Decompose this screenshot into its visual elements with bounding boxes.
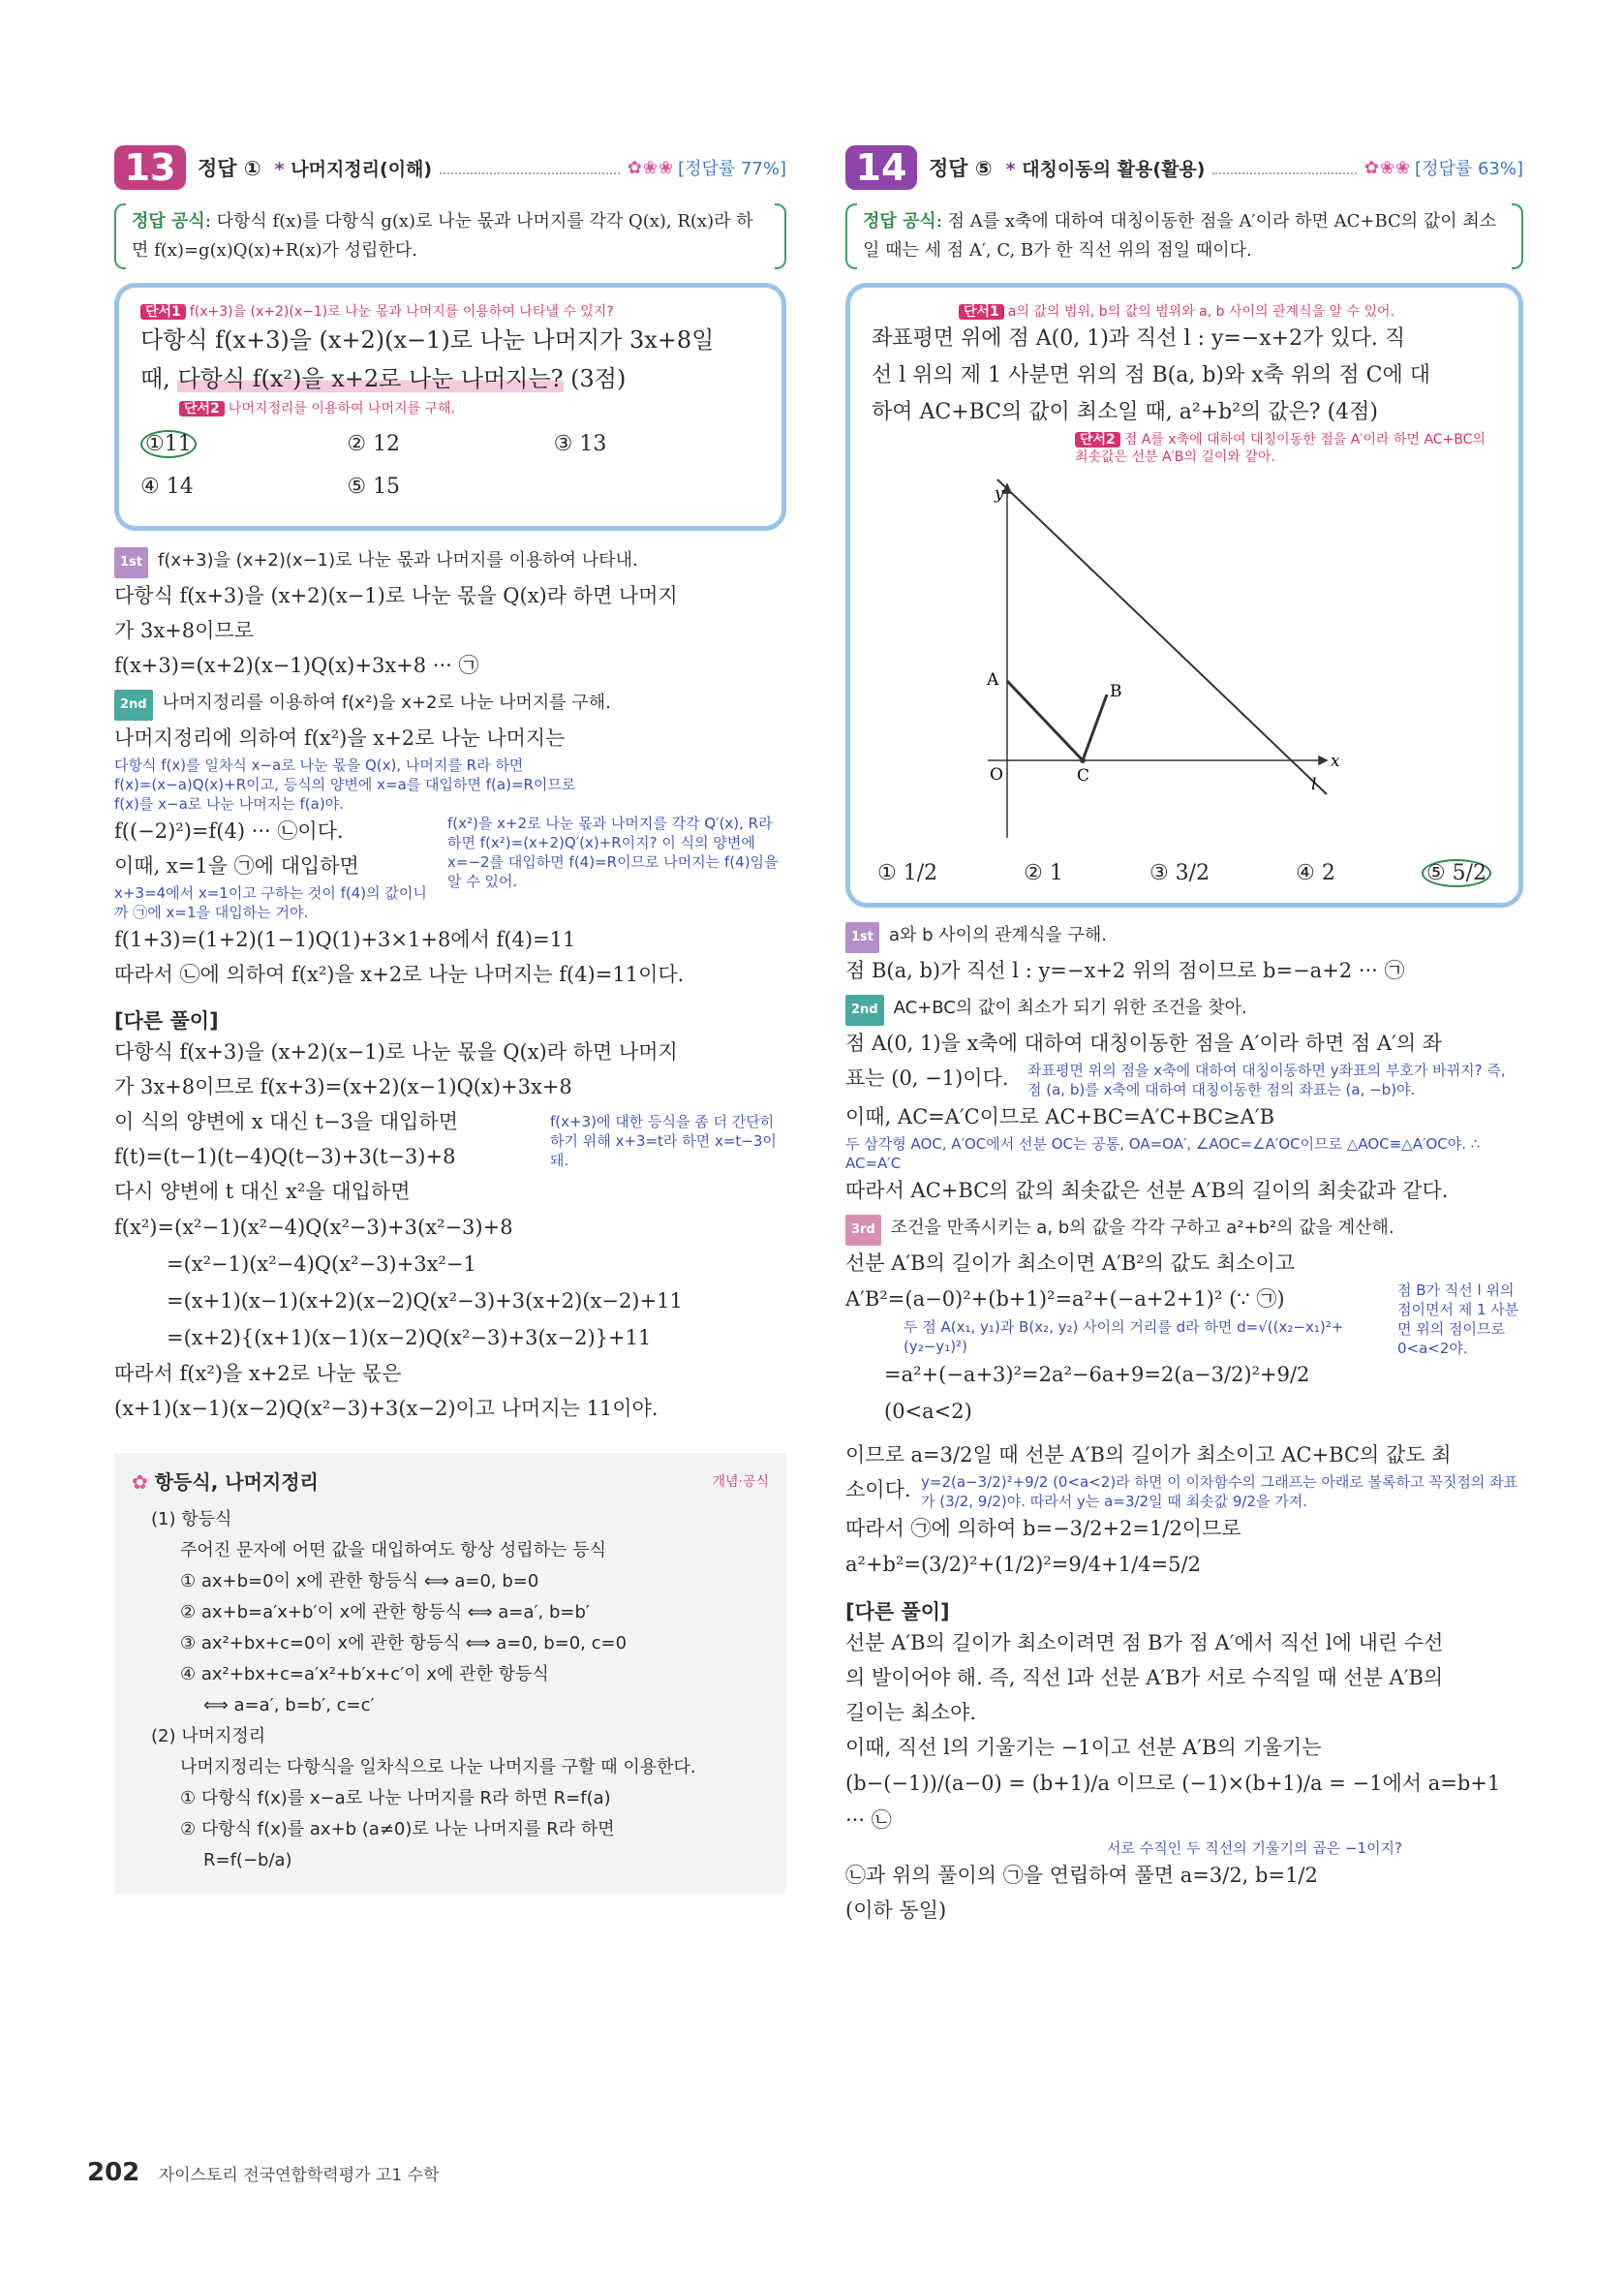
choice-5[interactable]: ⑤ 15 bbox=[347, 475, 401, 499]
step-3-body: 선분 A′B의 길이가 최소이면 A′B²의 값도 최소이고 A′B²=(a−0)²+(b+1)²=a²+(−a+2+1)² (∵ ㉠) 두 점 A(x₁, y₁)과 B(x₂, y₂) 사이의 거리를 d라 하면 d=√((x₂−x₁)²+(y₂−y₁)²) =a²+(−a+3)²=2a²−6a+9=2(a−3/2)²+9/2 (0<a<2) 점 B가 직선 l 위의 점이면서 제 1 사분면 위의 점이므로 0<a<2야. 이므로 a=3/2일 때 선분 A′B의 길이가 최소이고 AC+BC의 값도 최 소이다. y=2(a−3/2)²+9/2 (0<a<2)라 하면 이 이차함수의 그래프는 아래로 볼록하고 꼭짓점의 좌표가 (3/2, 9/2)야. 따라서 y는 a=3/2일 때 최솟값 9/2을 가져. 따라서 ㉠에 의하여 b=−3/2+2=1/2이므로 a²+b²=(3/2)²+(1/2)²=9/4+1/4=5/2 bbox=[845, 1251, 1519, 1576]
hint-1: 단서1 f(x+3)을 (x+2)(x−1)로 나눈 몫과 나머지를 이용하여 나타낼 수 있지? bbox=[140, 301, 760, 321]
problem-number: 14 bbox=[845, 145, 917, 190]
hint-2: 단서2 점 A를 x축에 대하여 대칭이동한 점을 A′이라 하면 AC+BC의 최솟값은 선분 A′B의 길이와 같아. bbox=[1075, 432, 1486, 465]
step-1-heading: 1st f(x+3)을 (x+2)(x−1)로 나눈 몫과 나머지를 이용하여 나타내. bbox=[114, 546, 786, 578]
difficulty-flowers: ✿❀❀ bbox=[627, 157, 675, 178]
problem-14-header bbox=[845, 145, 1523, 190]
point-c bbox=[1080, 757, 1086, 763]
hint-1: 단서1 a의 값의 범위, b의 값의 범위와 a, b 사이의 관계식을 알 수 있어. bbox=[872, 301, 1497, 321]
answer-choices bbox=[872, 861, 1497, 885]
correct-rate: [정답률 63%] bbox=[1415, 159, 1523, 179]
choice-2[interactable]: ② 1 bbox=[1024, 861, 1063, 885]
problem-13-header bbox=[114, 145, 786, 190]
choice-4[interactable]: ④ 2 bbox=[1296, 861, 1335, 885]
line-l bbox=[997, 479, 1327, 794]
step-2-body: 점 A(0, 1)을 x축에 대하여 대칭이동한 점을 A′이라 하면 점 A′의 좌 표는 (0, −1)이다. 좌표평면 위의 점을 x축에 대하여 대칭이동하면 y좌표의 부호가 바뀌지? 즉, 점 (a, b)를 x축에 대하여 대칭이동한 점의 좌표는 (a, −b)야. 이때, AC=A′C이므로 AC+BC=A′C+BC≥A′B 두 삼각형 AOC, A′OC에서 선분 OC는 공통, OA=OA′, ∠AOC=∠A′OC이므로 △AOC≡△A′OC야. ∴ AC=A′C 따라서 AC+BC의 값의 최솟값은 선분 A′B의 길이의 최솟값과 같다. bbox=[845, 1032, 1506, 1202]
choice-1[interactable]: ① 1/2 bbox=[877, 861, 938, 885]
step-2-heading: 2nd 나머지정리를 이용하여 f(x²)을 x+2로 나눈 나머지를 구해. bbox=[114, 689, 786, 721]
page-footer bbox=[87, 2158, 439, 2187]
x-label: x bbox=[1331, 752, 1340, 771]
summary-header: ✿ 항등식, 나머지정리 개념·공식 bbox=[132, 1470, 769, 1494]
y-label: y bbox=[995, 484, 1004, 504]
problem-box bbox=[845, 283, 1523, 908]
difficulty-flowers: ✿❀❀ bbox=[1364, 157, 1412, 178]
alt-solution-body: 선분 A′B의 길이가 최소이려면 점 B가 점 A′에서 직선 l에 내린 수선 의 발이어야 해. 즉, 직선 l과 선분 A′B가 서로 수직일 때 선분 A′B의 길이는 최소야. 이때, 직선 l의 기울기는 −1이고 선분 A′B의 기울기는 (b−(−1))/(a−0) = (b+1)/a 이므로 (−1)×(b+1)/a = −1에서 a=b+1 ··· ㉡ 서로 수직인 두 직선의 기울기의 곱은 −1이지? ㉡과 위의 풀이의 ㉠을 연립하여 풀면 a=3/2, b=1/2 (이하 동일) bbox=[845, 1631, 1501, 1922]
star-icon: * bbox=[1005, 158, 1023, 180]
choice-2[interactable]: ② 12 bbox=[347, 432, 401, 456]
problem-14-column bbox=[845, 145, 1523, 1928]
graph-svg bbox=[872, 470, 1491, 848]
coordinate-graph bbox=[872, 470, 1497, 848]
topic-label: * 나머지정리(이해) bbox=[274, 158, 433, 180]
point-b-label: B bbox=[1110, 682, 1122, 701]
leader-dots bbox=[440, 161, 620, 174]
choice-5[interactable]: ⑤ 5/2 bbox=[1422, 861, 1491, 885]
step-3-heading: 3rd 조건을 만족시키는 a, b의 값을 각각 구하고 a²+b²의 값을 계산해. bbox=[845, 1214, 1523, 1246]
summary-body: (1) 항등식 주어진 문자에 어떤 값을 대입하여도 항상 성립하는 등식 ① ax+b=0이 x에 관한 항등식 ⟺ a=0, b=0 ② ax+b=a′x+b′이 x에 관한 항등식 ⟺ a=a′, b=b′ ③ ax²+bx+c=0이 x에 관한 항등식 ⟺ a=0, b=0, c=0 ④ ax²+bx+c=a′x²+b′x+c′이 x에 관한 항등식 ⟺ a=a′, b=b′, c=c′ (2) 나머지정리 나머지정리는 다항식을 일차식으로 나눈 나머지를 구할 때 이용한다. ① 다항식 f(x)를 x−a로 나눈 나머지를 R라 하면 R=f(a) ② 다항식 f(x)를 ax+b (a≠0)로 나눈 나머지를 R라 하면 R=f(−b/a) bbox=[151, 1509, 696, 1870]
answer-formula: 정답 공식: 점 A를 x축에 대하여 대칭이동한 점을 A′이라 하면 AC+BC의 값이 최소일 때는 세 점 A′, C, B가 한 직선 위의 점일 때이다. bbox=[845, 203, 1523, 269]
correct-rate: [정답률 77%] bbox=[678, 159, 786, 179]
problem-13-column bbox=[114, 145, 786, 1894]
problem-box bbox=[114, 283, 786, 531]
line-l-label: l bbox=[1311, 775, 1317, 794]
problem-text: 좌표평면 위에 점 A(0, 1)과 직선 l : y=−x+2가 있다. 직 선 l 위의 제 1 사분면 위의 점 B(a, b)와 x축 위의 점 C에 대 하여 AC+BC의 값이 최소일 때, a²+b²의 값은? (4점) bbox=[872, 326, 1430, 424]
step-1-body: 점 B(a, b)가 직선 l : y=−x+2 위의 점이므로 b=−a+2 ··· ㉠ bbox=[845, 959, 1405, 982]
answer-choices bbox=[140, 423, 760, 509]
star-icon: * bbox=[274, 158, 291, 180]
alt-solution-body: 다항식 f(x+3)을 (x+2)(x−1)로 나눈 몫을 Q(x)라 하면 나머지 가 3x+8이므로 f(x+3)=(x+2)(x−1)Q(x)+3x+8 이 식의 양변에 x 대신 t−3을 대입하면 f(t)=(t−1)(t−4)Q(t−3)+3(t−3)+8 f(x+3)에 대한 등식을 좀 더 간단히 하기 위해 x+3=t라 하면 x=t−3이 돼. 다시 양변에 t 대신 x²을 대입하면 f(x²)=(x²−1)(x²−4)Q(x²−3)+3(x²−3)+8 =(x²−1)(x²−4)Q(x²−3)+3x²−1 =(x+1)(x−1)(x+2)(x−2)Q(x²−3)+3(x+2)(x−2)+11 =(x+2){(x+1)(x−1)(x−2)Q(x²−3)+3(x−2)}+11 따라서 f(x²)을 x+2로 나눈 몫은 (x+1)(x−1)(x−2)Q(x²−3)+3(x−2)이고 나머지는 11이야. bbox=[114, 1040, 777, 1420]
alt-solution-title: [다른 풀이] bbox=[845, 1600, 950, 1623]
leader-dots bbox=[1212, 161, 1356, 174]
answer-formula: 정답 공식: 다항식 f(x)를 다항식 g(x)로 나눈 몫과 나머지를 각각 Q(x), R(x)라 하면 f(x)=g(x)Q(x)+R(x)가 성립한다. bbox=[114, 203, 786, 269]
book-title: 자이스토리 전국연합학력평가 고1 수학 bbox=[158, 2166, 440, 2185]
step-2-heading: 2nd AC+BC의 값이 최소가 되기 위한 조건을 찾아. bbox=[845, 994, 1523, 1026]
step-1-body: 다항식 f(x+3)을 (x+2)(x−1)로 나눈 몫을 Q(x)라 하면 나머지 가 3x+8이므로 f(x+3)=(x+2)(x−1)Q(x)+3x+8 ··· ㉠ bbox=[114, 584, 678, 677]
hint-2: 단서2 나머지정리를 이용하여 나머지를 구해. bbox=[140, 398, 760, 417]
choice-3[interactable]: ③ 3/2 bbox=[1149, 861, 1210, 885]
choice-4[interactable]: ④ 14 bbox=[140, 475, 194, 499]
choice-1[interactable]: ①11 bbox=[140, 423, 347, 466]
flower-icon: ✿ bbox=[132, 1470, 155, 1494]
topic-label: * 대칭이동의 활용(활용) bbox=[1005, 158, 1206, 180]
choice-3[interactable]: ③ 13 bbox=[553, 432, 607, 456]
step-1-heading: 1st a와 b 사이의 관계식을 구해. bbox=[845, 921, 1523, 953]
segment-ac bbox=[1007, 681, 1083, 760]
problem-number: 13 bbox=[114, 145, 186, 190]
point-a-label: A bbox=[987, 670, 999, 690]
page-number: 202 bbox=[87, 2158, 140, 2187]
problem-text: 다항식 f(x+3)을 (x+2)(x−1)로 나눈 나머지가 3x+8일 때, 다항식 f(x²)을 x+2로 나눈 나머지는? (3점) bbox=[140, 326, 715, 392]
step-2-body: 나머지정리에 의하여 f(x²)을 x+2로 나눈 나머지는 다항식 f(x)를 일차식 x−a로 나눈 몫을 Q(x), 나머지를 R라 하면 f(x)=(x−a)Q(x)+R이고, 등식의 양변에 x=a를 대입하면 f(a)=R이므로 f(x)를 x−a로 나눈 나머지는 f(a)야. f((−2)²)=f(4) ··· ㉡이다. 이때, x=1을 ㉠에 대입하면 x+3=4에서 x=1이고 구하는 것이 f(4)의 값이니까 ㉠에 x=1을 대입하는 거야. f(x²)을 x+2로 나눈 몫과 나머지를 각각 Q′(x), R라 하면 f(x²)=(x+2)Q′(x)+R이지? 이 식의 양변에 x=−2를 대입하면 f(4)=R이므로 나머지는 f(4)임을 알 수 있어. f(1+3)=(1+2)(1−1)Q(1)+3×1+8에서 f(4)=11 따라서 ㉡에 의하여 f(x²)을 x+2로 나눈 나머지는 f(4)=11이다. bbox=[114, 726, 779, 986]
concept-summary-box bbox=[114, 1453, 786, 1894]
alt-solution-title: [다른 풀이] bbox=[114, 1009, 219, 1033]
answer-label: 정답 ⑤ bbox=[929, 157, 993, 180]
point-c-label: C bbox=[1077, 766, 1090, 786]
answer-label: 정답 ① bbox=[198, 157, 261, 180]
origin-label: O bbox=[990, 765, 1003, 785]
x-axis-arrow bbox=[1319, 757, 1327, 764]
segment-cb bbox=[1083, 695, 1107, 760]
